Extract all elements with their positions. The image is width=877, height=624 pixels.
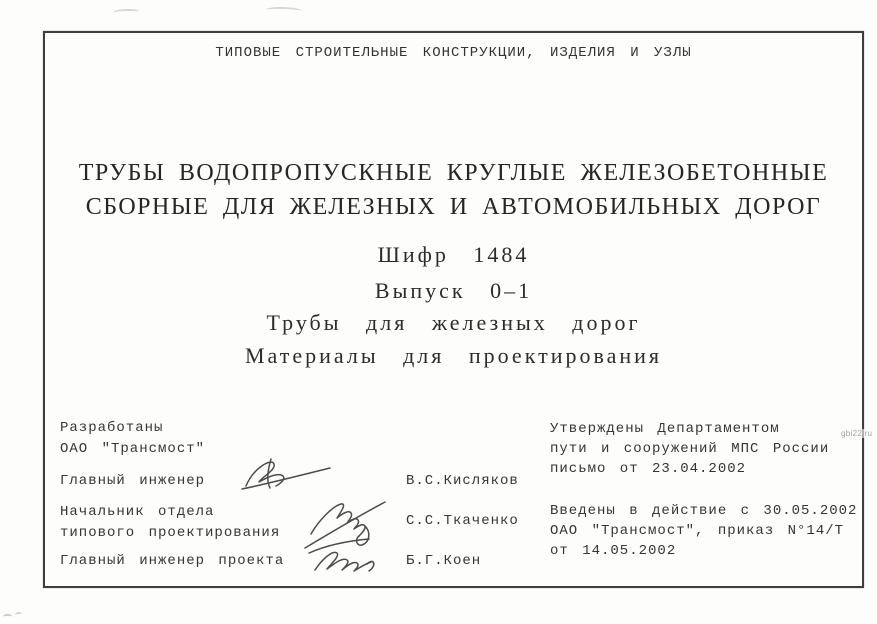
document-title-line1: ТРУБЫ ВОДОПРОПУСКНЫЕ КРУГЛЫЕ ЖЕЛЕЗОБЕТОННЫЕ — [78, 160, 829, 186]
approved-line: письмо от 23.04.2002 — [550, 461, 747, 477]
document-subtitle-railways: Трубы для железных дорог — [266, 310, 641, 335]
enacted-line: от 14.05.2002 — [550, 543, 677, 559]
signatory-role-chief-engineer: Главный инженер — [60, 473, 206, 489]
signatory-role-department-head-line1: Начальник отдела — [60, 504, 215, 520]
watermark: gbi22.ru — [841, 429, 873, 438]
document-series-header: ТИПОВЫЕ СТРОИТЕЛЬНЫЕ КОНСТРУКЦИИ, ИЗДЕЛИЯ И УЗЛЫ — [215, 45, 692, 61]
scan-artifact — [15, 612, 23, 618]
signatory-name-koen: Б.Г.Коен — [406, 553, 482, 569]
enacted-line: ОАО "Трансмост", приказ N°14/Т — [550, 523, 845, 539]
signatory-role-department-head-line2: типового проектирования — [60, 525, 281, 541]
approved-line: пути и сооружений МПС России — [550, 441, 830, 457]
document-subtitle-materials: Материалы для проектирования — [244, 343, 663, 368]
scan-artifact — [266, 6, 302, 14]
document-title-line2: СБОРНЫЕ ДЛЯ ЖЕЛЕЗНЫХ И АВТОМОБИЛЬНЫХ ДОРОГ — [85, 194, 822, 220]
scan-artifact — [113, 9, 139, 16]
signatory-role-chief-project-engineer: Главный инженер проекта — [60, 553, 285, 569]
scan-artifact — [3, 614, 12, 619]
developed-heading: Разработаны — [60, 420, 164, 436]
signatory-name-tkachenko: С.С.Ткаченко — [406, 513, 519, 529]
enacted-line: Введены в действие с 30.05.2002 — [550, 503, 858, 519]
approved-line: Утверждены Департаментом — [550, 421, 780, 437]
document-issue: Выпуск 0–1 — [374, 278, 533, 303]
document-cipher: Шифр 1484 — [377, 242, 530, 267]
developed-organization: ОАО "Трансмост" — [60, 441, 206, 457]
signatory-name-kislyakov: В.С.Кисляков — [406, 473, 519, 489]
